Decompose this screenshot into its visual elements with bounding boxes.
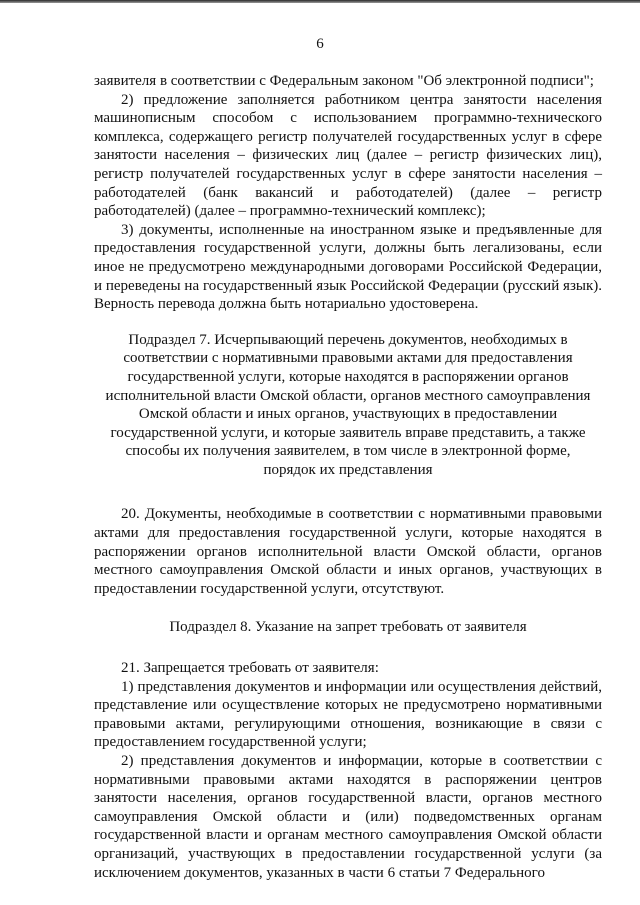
subsection-7-line: Подраздел 7. Исчерпывающий перечень документов, необходимых в (128, 331, 568, 348)
subsection-7-line: Омской области и иных органов, участвующих в предоставлении (138, 406, 558, 423)
subsection-7-line: исполнительной власти Омской области, органов местного самоуправления (105, 387, 591, 404)
paragraph-item-2: 2) предложение заполняется работником центра занятости населения машинописным способом с использованием программно-технического комплекса, содержащего регистр получателей государственных услуг в сфере занятости населения – физических лиц (далее – регистр физических лиц), регистр получателей государственных услуг в сфере занятости населения – работодателей (банк вакансий и работодателей) (далее – регистр работодателей) (далее – программно-технический комплекс); (94, 91, 602, 220)
subsection-7-line: способы их получения заявителем, в том числе в электронной форме, (125, 443, 571, 460)
subsection-7-line: государственной услуги, которые находятся в распоряжении органов (127, 368, 569, 385)
paragraph-21-intro: 21. Запрещается требовать от заявителя: (121, 660, 379, 677)
subsection-7-line: соответствии с нормативными правовыми актами для предоставления (123, 350, 573, 367)
page-content (94, 72, 602, 882)
subsection-7-line: порядок их представления (263, 461, 433, 478)
paragraph-continuation: заявителя в соответствии с Федеральным законом "Об электронной подписи"; (94, 73, 594, 89)
scan-top-edge (0, 0, 640, 3)
subsection-7-heading (94, 331, 602, 480)
subsection-8-heading: Подраздел 8. Указание на запрет требовать от заявителя (169, 619, 527, 636)
paragraph-21-item-2: 2) представления документов и информации, которые в соответствии с нормативными правовыми актами находятся в распоряжении центров занятости населения, органов государственной власти, органов местного самоуправления Омской области и (или) подведомственных органам государственной власти и органам местного самоуправления Омской области организаций, участвующих в предоставлении государственной услуги (за исключением документов, указанных в части 6 статьи 7 Федерального (94, 753, 602, 881)
paragraph-item-3: 3) документы, исполненные на иностранном языке и предъявленные для предоставления государственной услуги, должны быть легализованы, если иное не предусмотрено международными договорами Российской Федерации, и переведены на государственный язык Российской Федерации (русский язык). Верность перевода должна быть нотариально удостоверена. (94, 221, 602, 313)
subsection-7-line: государственной услуги, и которые заявитель вправе представить, а также (110, 424, 586, 441)
page-number: 6 (316, 36, 324, 52)
paragraph-20: 20. Документы, необходимые в соответствии с нормативными правовыми актами для предоставления государственной услуги, которые находятся в распоряжении органов исполнительной власти Омской области, органов местного самоуправления Омской области и иных органов, участвующих в предоставлении государственной услуги, отсутствуют. (94, 506, 602, 597)
paragraph-21-item-1: 1) представления документов и информации или осуществления действий, представление или осуществление которых не предусмотрено нормативными правовыми актами, регулирующими отношения, возникающие в связи с предоставлением государственной услуги; (94, 678, 602, 751)
